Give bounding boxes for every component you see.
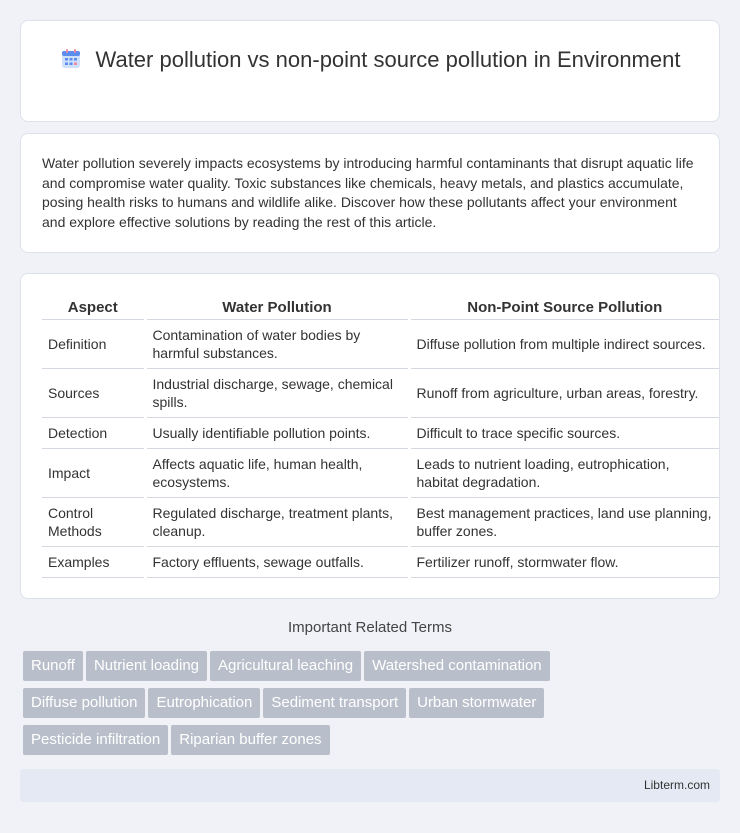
row-water-pollution: Factory effluents, sewage outfalls.: [145, 546, 409, 577]
related-terms-tags: [23, 651, 703, 762]
row-aspect: Sources: [42, 368, 145, 417]
header-non-point-source: Non-Point Source Pollution: [409, 296, 719, 319]
row-non-point-source: Difficult to trace specific sources.: [409, 417, 719, 448]
row-aspect: Impact: [42, 448, 145, 497]
row-aspect: Detection: [42, 417, 145, 448]
table-row: [42, 368, 719, 417]
tag-eutrophication[interactable]: Eutrophication: [148, 688, 260, 718]
tag-nutrient-loading[interactable]: Nutrient loading: [86, 651, 207, 681]
tag-riparian-buffer-zones[interactable]: Riparian buffer zones: [171, 725, 329, 755]
row-water-pollution: Regulated discharge, treatment plants, cleanup.: [145, 497, 409, 546]
row-non-point-source: Best management practices, land use planning, buffer zones.: [409, 497, 719, 546]
header-water-pollution: Water Pollution: [145, 296, 409, 319]
row-non-point-source: Diffuse pollution from multiple indirect sources.: [409, 319, 719, 368]
table-row: [42, 497, 719, 546]
row-aspect: Examples: [42, 546, 145, 577]
row-water-pollution: Contamination of water bodies by harmful substances.: [145, 319, 409, 368]
tag-urban-stormwater[interactable]: Urban stormwater: [409, 688, 544, 718]
tag-row: [23, 651, 703, 688]
tag-row: [23, 688, 703, 725]
tag-pesticide-infiltration[interactable]: Pesticide infiltration: [23, 725, 168, 755]
tag-watershed-contamination[interactable]: Watershed contamination: [364, 651, 550, 681]
tag-diffuse-pollution[interactable]: Diffuse pollution: [23, 688, 145, 718]
tag-row: [23, 725, 703, 762]
row-non-point-source: Leads to nutrient loading, eutrophication, habitat degradation.: [409, 448, 719, 497]
comparison-table-card: [20, 273, 720, 599]
row-non-point-source: Fertilizer runoff, stormwater flow.: [409, 546, 719, 577]
row-aspect: Definition: [42, 319, 145, 368]
footer: [20, 769, 720, 802]
intro-card: [20, 133, 720, 253]
tag-agricultural-leaching[interactable]: Agricultural leaching: [210, 651, 361, 681]
page-title-container: [21, 45, 719, 74]
tag-sediment-transport[interactable]: Sediment transport: [263, 688, 406, 718]
comparison-table: [42, 296, 719, 578]
footer-site-link[interactable]: Libterm.com: [643, 778, 710, 792]
table-row: [42, 417, 719, 448]
row-water-pollution: Industrial discharge, sewage, chemical spills.: [145, 368, 409, 417]
table-row: [42, 546, 719, 577]
intro-paragraph: Water pollution severely impacts ecosystems by introducing harmful contaminants that disrupt aquatic life and compromise water quality. Toxic substances like chemicals, heavy metals, and plastics accumulate, posing health risks to humans and wildlife alike. Discover how these pollutants affect your environment and explore effective solutions by reading the rest of this article.: [42, 155, 694, 230]
row-water-pollution: Usually identifiable pollution points.: [145, 417, 409, 448]
header-aspect: Aspect: [42, 296, 145, 319]
related-terms-title: Important Related Terms: [288, 619, 452, 636]
row-non-point-source: Runoff from agriculture, urban areas, forestry.: [409, 368, 719, 417]
tag-runoff[interactable]: Runoff: [23, 651, 83, 681]
row-water-pollution: Affects aquatic life, human health, ecosystems.: [145, 448, 409, 497]
title-card: [20, 20, 720, 122]
page-title: Water pollution vs non-point source pollution in Environment: [95, 47, 681, 72]
table-row: [42, 448, 719, 497]
calendar-icon: [60, 48, 82, 70]
row-aspect: Control Methods: [42, 497, 145, 546]
table-header-row: [42, 296, 719, 319]
table-row: [42, 319, 719, 368]
